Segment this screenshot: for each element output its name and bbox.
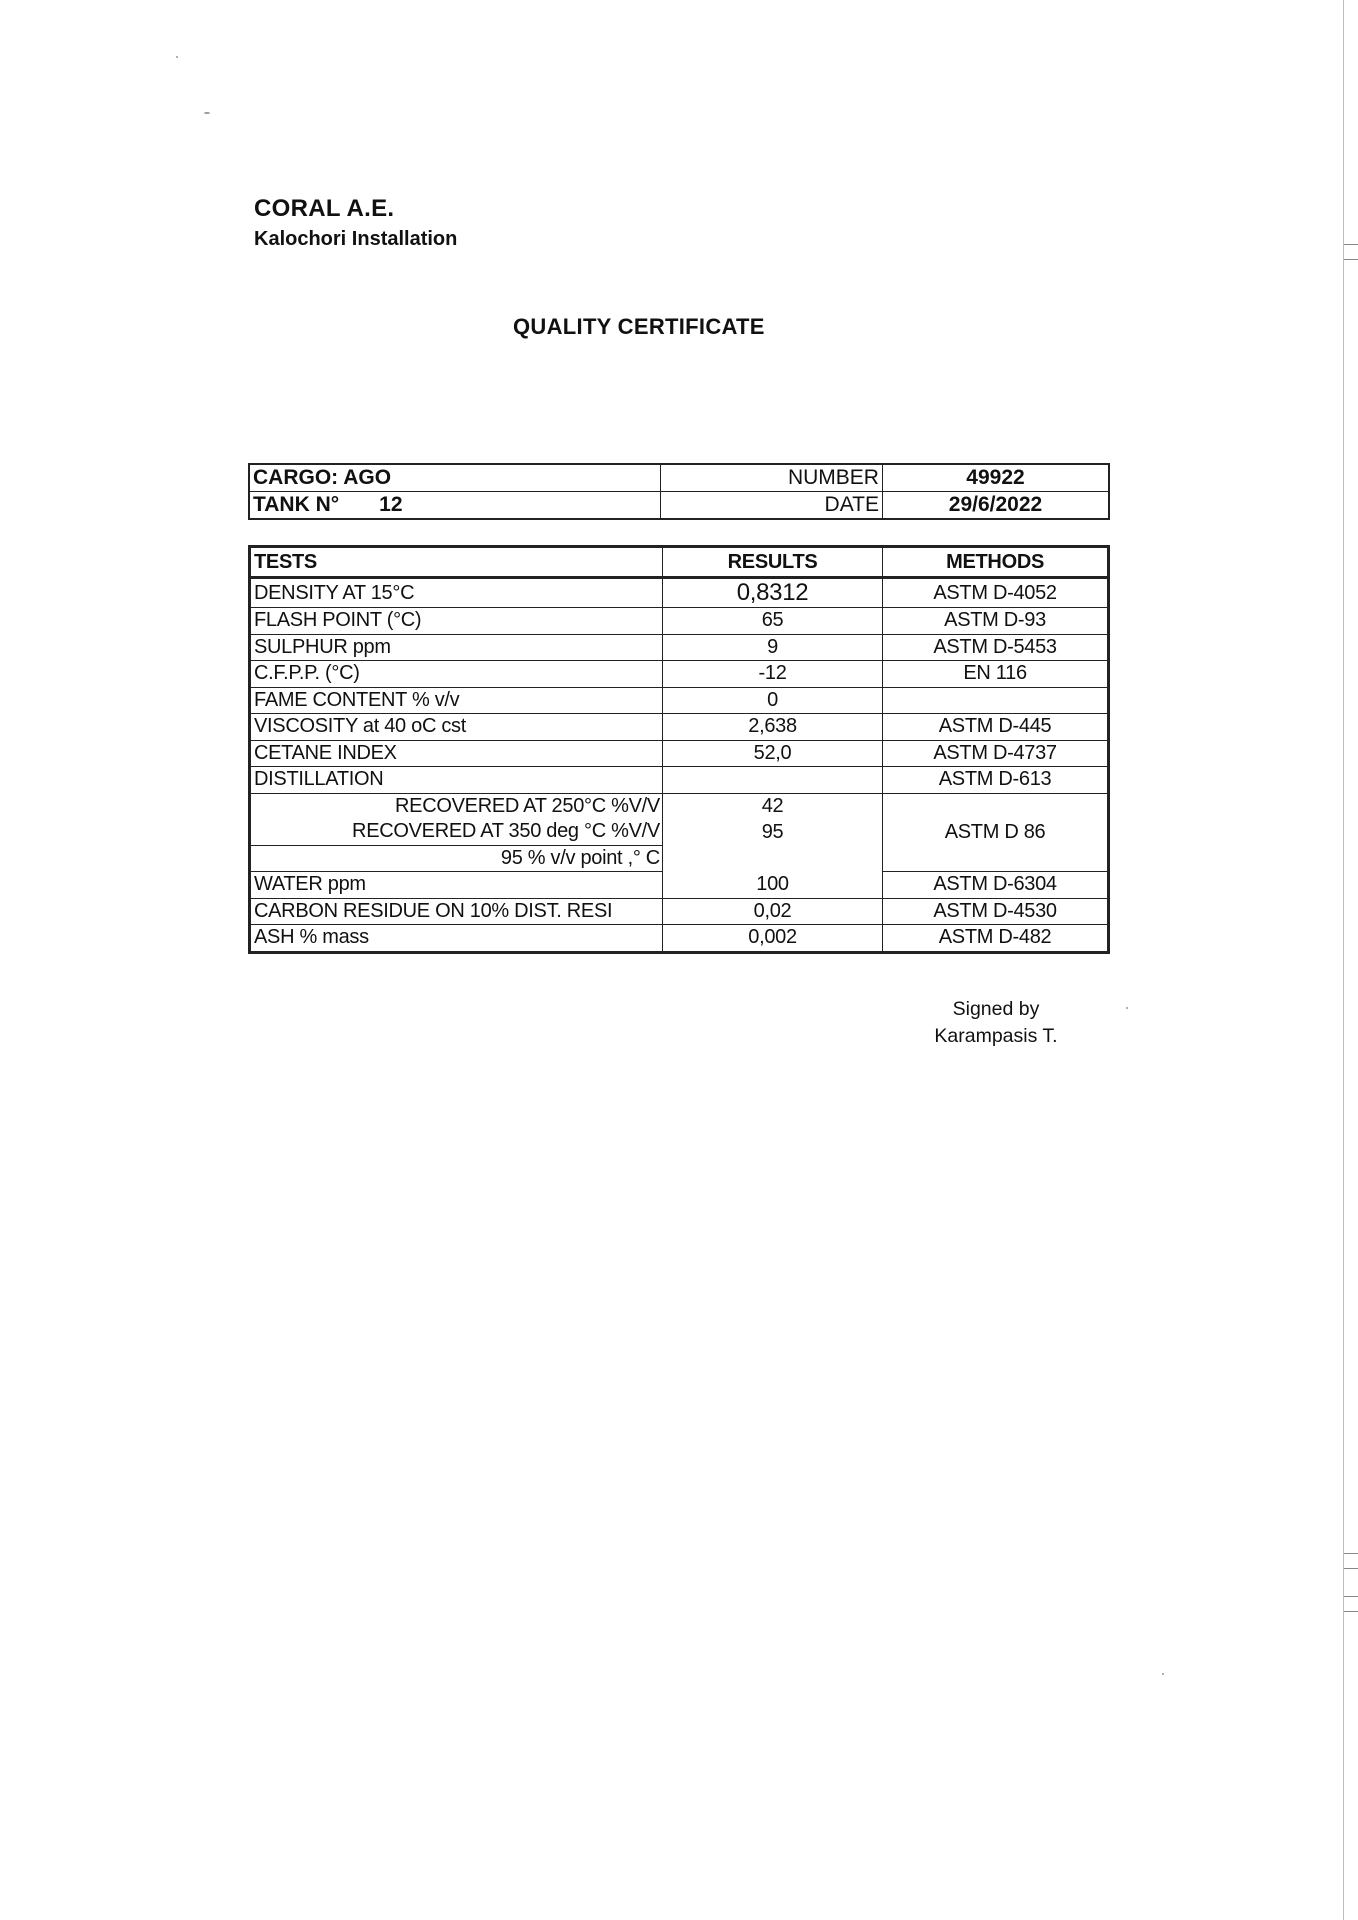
test-name: CARBON RESIDUE ON 10% DIST. RESI xyxy=(250,898,663,925)
test-name: WATER ppm xyxy=(250,872,663,899)
table-row xyxy=(250,898,1109,925)
test-method: ASTM D-93 xyxy=(883,608,1109,635)
test-name: C.F.P.P. (°C) xyxy=(250,661,663,688)
test-result: 0,8312 xyxy=(662,578,882,608)
scan-speck xyxy=(176,56,178,58)
scan-speck xyxy=(204,112,210,114)
installation-name: Kalochori Installation xyxy=(254,228,458,250)
scan-edge-line xyxy=(1343,0,1344,1920)
cargo-row xyxy=(249,464,1109,492)
test-name: 95 % v/v point ,° C xyxy=(250,845,663,872)
table-row xyxy=(250,661,1109,688)
test-method: ASTM D-613 xyxy=(883,767,1109,794)
signature-block xyxy=(926,996,1066,1050)
signatory-name: Karampasis T. xyxy=(934,1025,1058,1047)
company-name: CORAL A.E. xyxy=(254,195,395,222)
table-row xyxy=(250,793,1109,819)
test-name: DENSITY AT 15°C xyxy=(250,578,663,608)
table-row xyxy=(250,872,1109,899)
test-method: ASTM D-482 xyxy=(883,925,1109,953)
test-name: ASH % mass xyxy=(250,925,663,953)
tests-header-row xyxy=(250,547,1109,578)
column-header-methods: METHODS xyxy=(883,547,1109,578)
scan-edge-mark xyxy=(1344,1596,1358,1612)
scan-edge-mark xyxy=(1344,244,1358,260)
date-label: DATE xyxy=(660,492,882,520)
test-result: 2,638 xyxy=(662,714,882,741)
test-method: ASTM D-5453 xyxy=(883,634,1109,661)
cargo-label: CARGO: AGO xyxy=(249,464,660,492)
test-name: VISCOSITY at 40 oC cst xyxy=(250,714,663,741)
test-result: 9 xyxy=(662,634,882,661)
table-row xyxy=(250,687,1109,714)
test-method: ASTM D 86 xyxy=(883,793,1109,872)
date-value: 29/6/2022 xyxy=(882,492,1109,520)
test-result: 65 xyxy=(662,608,882,635)
number-label: NUMBER xyxy=(660,464,882,492)
test-method: ASTM D-4530 xyxy=(883,898,1109,925)
number-value: 49922 xyxy=(882,464,1109,492)
tests-table xyxy=(248,545,1110,954)
table-row xyxy=(250,767,1109,794)
scan-speck xyxy=(1162,1673,1164,1675)
test-method: ASTM D-6304 xyxy=(883,872,1109,899)
test-method: EN 116 xyxy=(883,661,1109,688)
table-row xyxy=(250,608,1109,635)
test-name: FAME CONTENT % v/v xyxy=(250,687,663,714)
test-name: DISTILLATION xyxy=(250,767,663,794)
test-result: 0,02 xyxy=(662,898,882,925)
table-row xyxy=(250,714,1109,741)
table-row xyxy=(250,578,1109,608)
tank-label: TANK N° xyxy=(253,493,340,516)
column-header-results: RESULTS xyxy=(662,547,882,578)
test-result: 95 xyxy=(662,819,882,845)
test-result: 42 xyxy=(662,793,882,819)
test-name: RECOVERED AT 250°C %V/V xyxy=(250,793,663,819)
test-result xyxy=(662,767,882,794)
test-method: ASTM D-4737 xyxy=(883,740,1109,767)
test-method: ASTM D-4052 xyxy=(883,578,1109,608)
signed-by-label: Signed by xyxy=(952,998,1040,1020)
column-header-tests: TESTS xyxy=(250,547,663,578)
test-name: FLASH POINT (°C) xyxy=(250,608,663,635)
tank-row xyxy=(249,492,1109,520)
test-result: -12 xyxy=(662,661,882,688)
scan-edge-mark xyxy=(1344,1553,1358,1569)
test-result: 0 xyxy=(662,687,882,714)
cargo-info-table xyxy=(248,463,1110,520)
table-row xyxy=(250,634,1109,661)
tank-value: 12 xyxy=(379,493,403,516)
document-title: QUALITY CERTIFICATE xyxy=(513,314,765,339)
test-result: 52,0 xyxy=(662,740,882,767)
test-result xyxy=(662,845,882,872)
test-result: 100 xyxy=(662,872,882,899)
test-name: SULPHUR ppm xyxy=(250,634,663,661)
test-method: ASTM D-445 xyxy=(883,714,1109,741)
test-name: RECOVERED AT 350 deg °C %V/V xyxy=(250,819,663,845)
test-method xyxy=(883,687,1109,714)
scan-speck xyxy=(1126,1007,1128,1009)
tank-cell xyxy=(249,492,660,520)
table-row xyxy=(250,925,1109,953)
test-name: CETANE INDEX xyxy=(250,740,663,767)
test-result: 0,002 xyxy=(662,925,882,953)
table-row xyxy=(250,740,1109,767)
